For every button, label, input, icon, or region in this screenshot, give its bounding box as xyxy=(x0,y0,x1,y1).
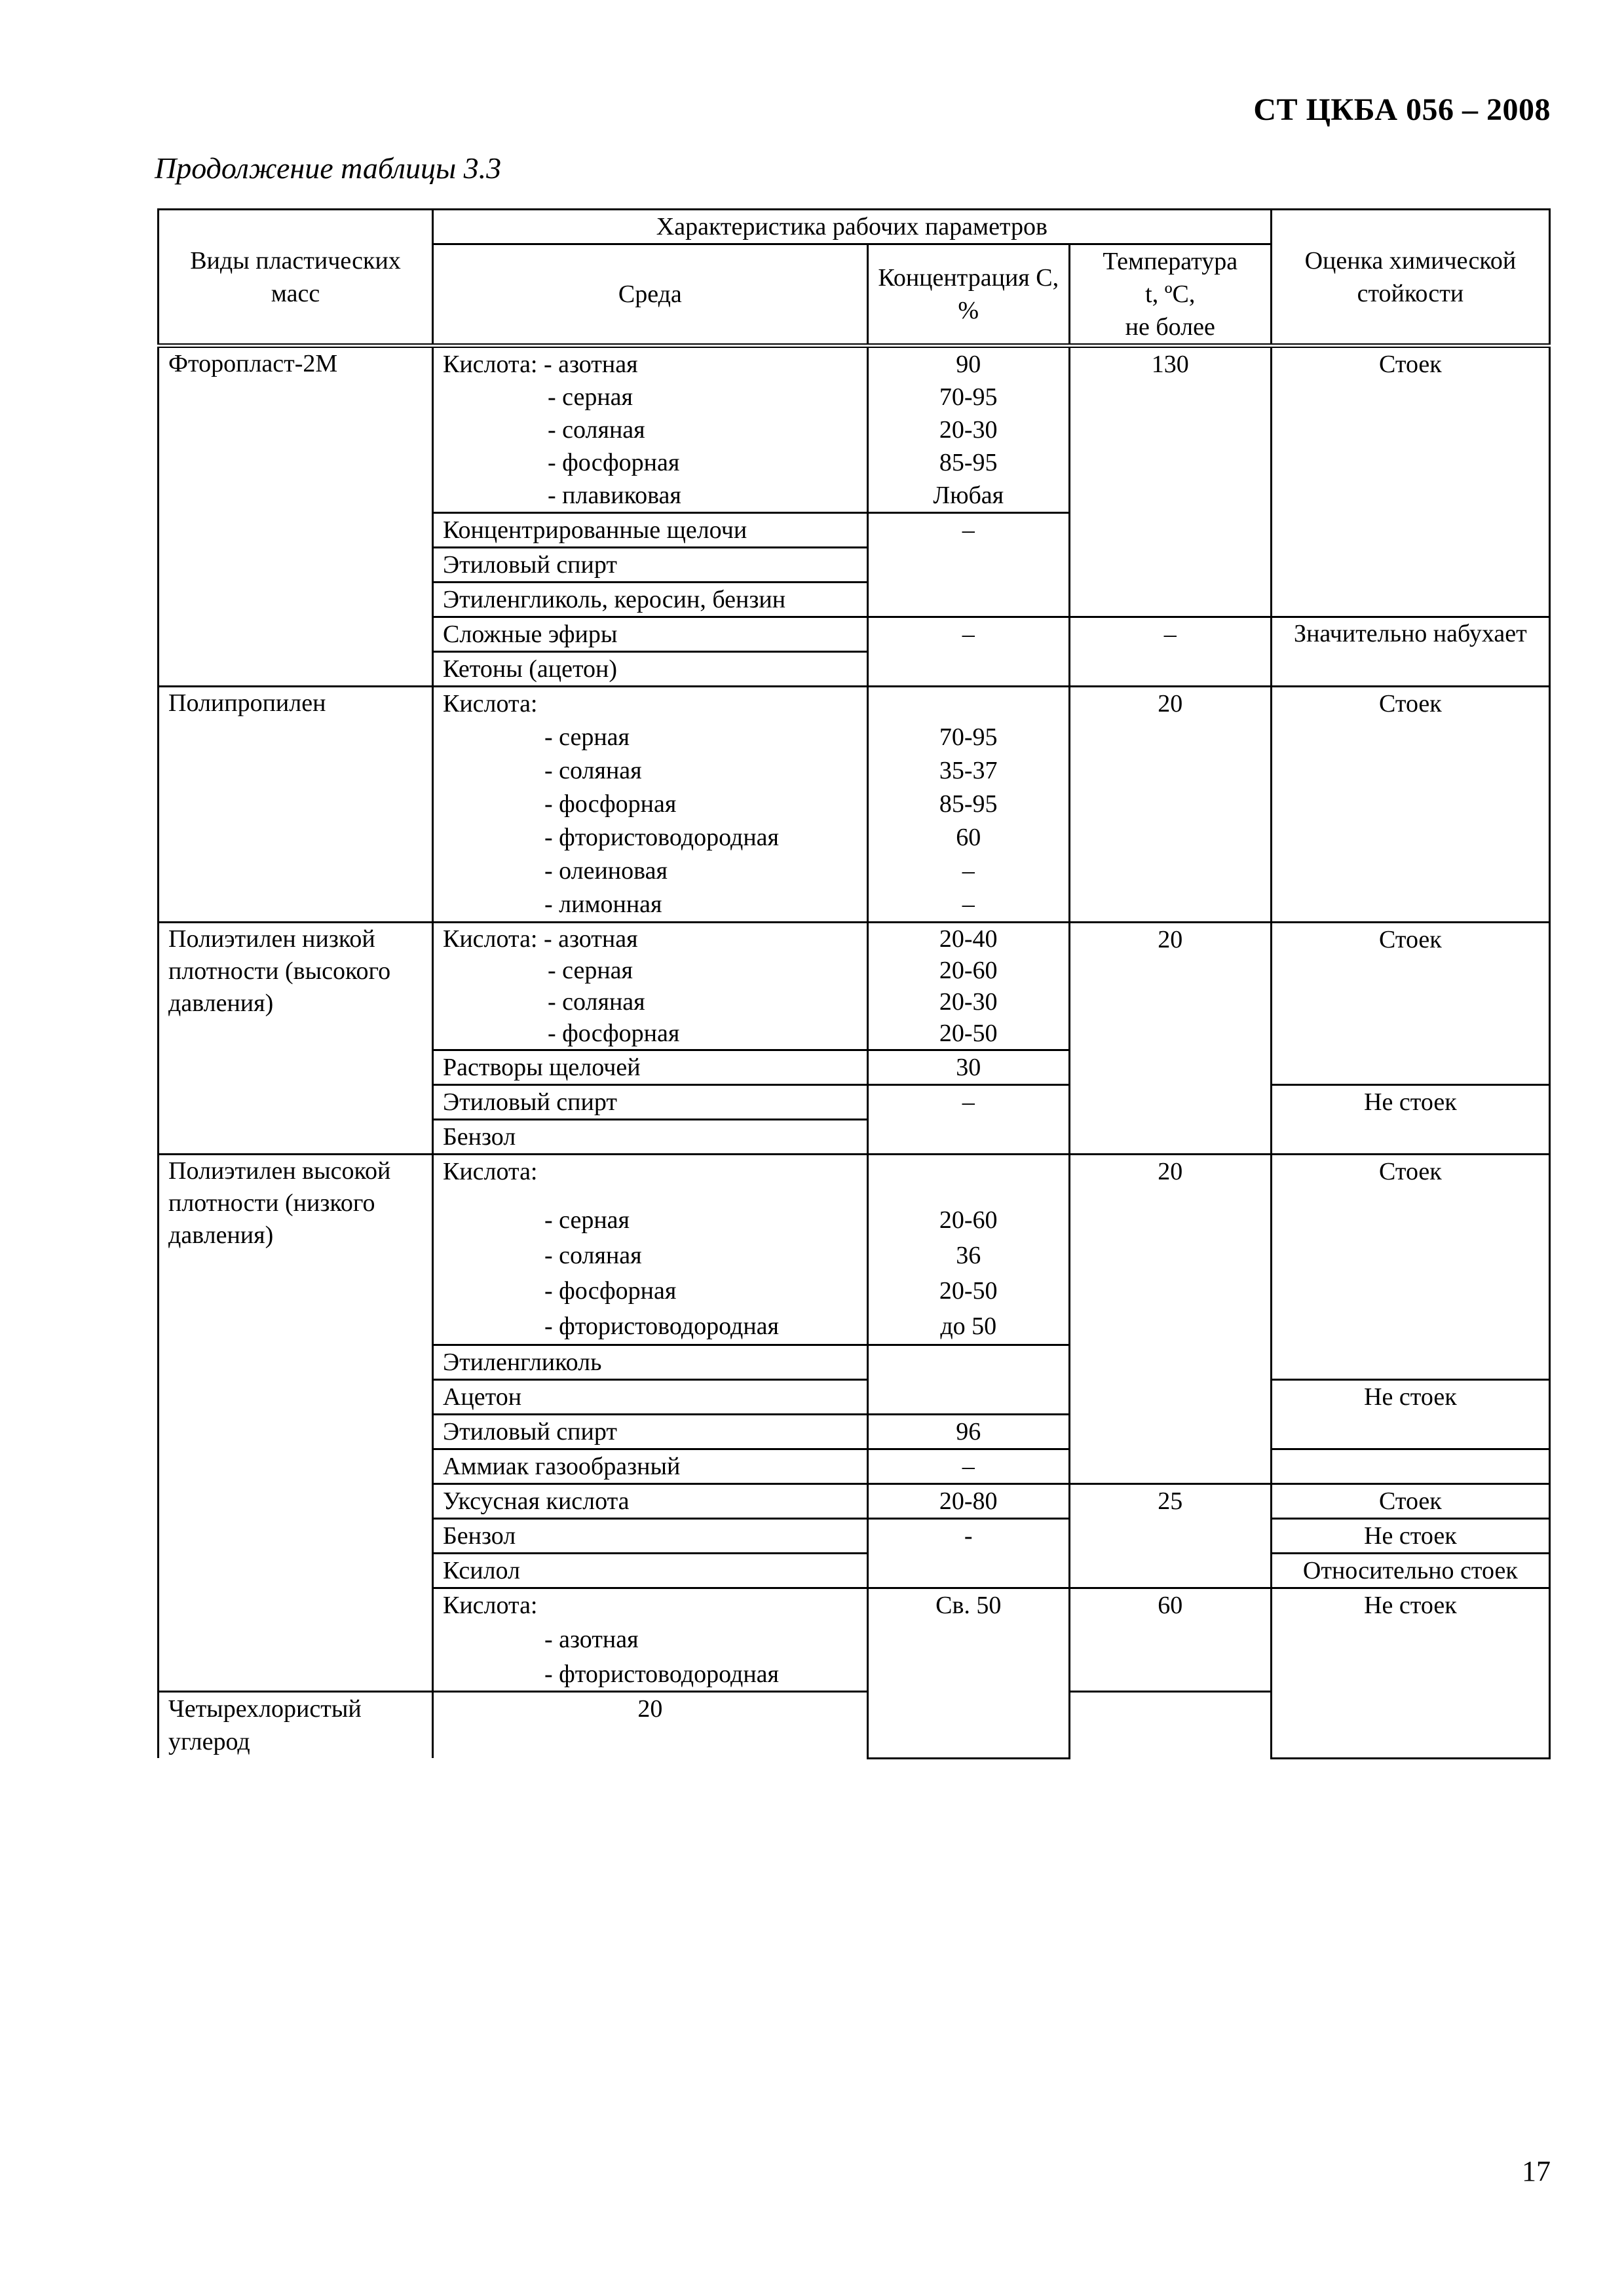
temperature-cell: 130 xyxy=(1069,346,1271,617)
acid-item: - олеиновая xyxy=(544,857,668,885)
concentration-value: – xyxy=(962,857,975,885)
evaluation-cell: Значительно набухает xyxy=(1271,617,1549,687)
evaluation-cell xyxy=(1271,1449,1549,1484)
evaluation-cell: Стоек xyxy=(1271,687,1549,923)
temperature-cell: 25 xyxy=(1069,1484,1271,1588)
evaluation-cell: Стоек xyxy=(1271,923,1549,1085)
medium-cell: Сложные эфиры xyxy=(432,617,867,652)
concentration-value: 20-30 xyxy=(939,416,998,444)
concentration-cell: – xyxy=(867,617,1069,687)
medium-cell: Аммиак газообразный xyxy=(432,1449,867,1484)
acid-item: - серная xyxy=(544,723,630,751)
acid-item: - фосфорная xyxy=(544,790,677,818)
medium-cell xyxy=(432,1588,867,1692)
medium-cell: Четырехлористый углерод xyxy=(159,1692,433,1759)
header-temperature xyxy=(1069,244,1271,346)
medium-cell xyxy=(432,1155,867,1345)
table-row xyxy=(159,346,1550,513)
medium-cell: Этиловый спирт xyxy=(432,1085,867,1120)
header-medium: Среда xyxy=(432,244,867,346)
acid-item: - плавиковая xyxy=(547,482,681,509)
concentration-value: 20-60 xyxy=(939,957,998,984)
evaluation-cell: Не стоек xyxy=(1271,1085,1549,1155)
concentration-cell: 20-80 xyxy=(867,1484,1069,1519)
medium-cell: Растворы щелочей xyxy=(432,1050,867,1085)
evaluation-cell: Не стоек xyxy=(1271,1380,1549,1449)
acid-item: - фосфорная xyxy=(547,1020,680,1047)
acid-heading: Кислота: xyxy=(442,1592,538,1619)
header-temperature-line3: не более xyxy=(1125,313,1215,341)
concentration-cell: 30 xyxy=(867,1050,1069,1085)
table-row xyxy=(159,923,1550,1050)
concentration-value: 85-95 xyxy=(939,449,998,476)
concentration-cell: - xyxy=(867,1519,1069,1588)
table-caption: Продолжение таблицы 3.3 xyxy=(155,151,502,185)
temperature-cell: 20 xyxy=(1069,923,1271,1155)
header-temperature-line1: Температура xyxy=(1103,248,1238,275)
acid-item: - фосфорная xyxy=(544,1277,677,1305)
acid-item: - фтористоводородная xyxy=(544,824,780,851)
temperature-cell: – xyxy=(1069,617,1271,687)
table-row xyxy=(159,687,1550,923)
acid-heading: Кислота: xyxy=(442,690,538,718)
header-concentration: Концентрация С, % xyxy=(867,244,1069,346)
medium-cell: Этиловый спирт xyxy=(432,1415,867,1449)
temperature-cell: 20 xyxy=(1069,687,1271,923)
medium-cell: Ацетон xyxy=(432,1380,867,1415)
temperature-cell: 60 xyxy=(1069,1588,1271,1692)
header-plastic-type: Виды пластических масс xyxy=(159,210,433,346)
concentration-value: 70-95 xyxy=(939,723,998,751)
header-evaluation: Оценка химической стойкости xyxy=(1271,210,1549,346)
temperature-cell: 20 xyxy=(1069,1155,1271,1484)
medium-cell: Этиленгликоль xyxy=(432,1345,867,1380)
medium-cell: Кетоны (ацетон) xyxy=(432,652,867,687)
header-temperature-line2: t, ºС, xyxy=(1145,280,1196,308)
medium-cell xyxy=(432,923,867,1050)
concentration-cell: – xyxy=(867,1449,1069,1484)
medium-cell: Бензол xyxy=(432,1519,867,1554)
acid-item: - соляная xyxy=(544,757,642,784)
acid-item: - фтористоводородная xyxy=(544,1660,780,1688)
concentration-cell xyxy=(867,1345,1069,1415)
medium-cell: Бензол xyxy=(432,1120,867,1155)
acid-item: - фосфорная xyxy=(547,449,680,476)
plastic-name: Полиэтилен высокой плотности (низкого давления) xyxy=(159,1155,433,1692)
concentration-value: – xyxy=(962,890,975,918)
concentration-cell xyxy=(867,1155,1069,1345)
acid-item: - серная xyxy=(547,383,633,411)
acid-item: - соляная xyxy=(547,416,645,444)
acid-item: - соляная xyxy=(544,1242,642,1269)
concentration-value: 20-40 xyxy=(939,925,998,953)
acid-heading: Кислота: - азотная xyxy=(442,351,638,378)
acid-heading: Кислота: xyxy=(442,1158,538,1185)
header-working-params: Характеристика рабочих параметров xyxy=(432,210,1271,244)
concentration-cell: 96 xyxy=(867,1415,1069,1449)
medium-cell: Уксусная кислота xyxy=(432,1484,867,1519)
document-code: СТ ЦКБА 056 – 2008 xyxy=(1253,92,1551,127)
concentration-value: 85-95 xyxy=(939,790,998,818)
concentration-cell: – xyxy=(867,1085,1069,1155)
plastic-name: Фторопласт-2М xyxy=(159,346,433,687)
page-number: 17 xyxy=(1522,2155,1551,2187)
concentration-value: Любая xyxy=(933,482,1004,509)
chemical-resistance-table xyxy=(157,208,1551,1759)
acid-item: - азотная xyxy=(544,1626,639,1653)
acid-item: - серная xyxy=(547,957,633,984)
table-row xyxy=(159,1155,1550,1345)
evaluation-cell: Не стоек xyxy=(1271,1588,1549,1759)
concentration-cell: – xyxy=(867,513,1069,617)
medium-cell: Этиленгликоль, керосин, бензин xyxy=(432,583,867,617)
concentration-cell xyxy=(867,346,1069,513)
concentration-value: до 50 xyxy=(940,1312,997,1340)
medium-cell xyxy=(432,346,867,513)
acid-item: - фтористоводородная xyxy=(544,1312,780,1340)
concentration-value: 70-95 xyxy=(939,383,998,411)
concentration-value: 20-50 xyxy=(939,1277,998,1305)
concentration-value: 20-50 xyxy=(939,1020,998,1047)
medium-cell xyxy=(432,687,867,923)
plastic-name: Полиэтилен низкой плотности (высокого давления) xyxy=(159,923,433,1155)
concentration-value: 36 xyxy=(956,1242,981,1269)
evaluation-cell: Относительно стоек xyxy=(1271,1554,1549,1588)
concentration-value: 60 xyxy=(956,824,981,851)
acid-item: - лимонная xyxy=(544,890,662,918)
concentration-value: 20-60 xyxy=(939,1206,998,1234)
medium-cell: Концентрированные щелочи xyxy=(432,513,867,548)
evaluation-cell: Стоек xyxy=(1271,1484,1549,1519)
evaluation-cell: Стоек xyxy=(1271,346,1549,617)
acid-item: - серная xyxy=(544,1206,630,1234)
concentration-cell xyxy=(867,923,1069,1050)
concentration-cell xyxy=(867,687,1069,923)
temperature-cell: 20 xyxy=(432,1692,867,1759)
acid-item: - соляная xyxy=(547,988,645,1016)
acid-heading: Кислота: - азотная xyxy=(442,925,638,953)
concentration-value: 90 xyxy=(956,351,981,378)
evaluation-cell: Не стоек xyxy=(1271,1519,1549,1554)
concentration-value: 20-30 xyxy=(939,988,998,1016)
medium-cell: Ксилол xyxy=(432,1554,867,1588)
evaluation-cell: Стоек xyxy=(1271,1155,1549,1380)
concentration-cell: Св. 50 xyxy=(867,1588,1069,1759)
plastic-name: Полипропилен xyxy=(159,687,433,923)
concentration-value: 35-37 xyxy=(939,757,998,784)
medium-cell: Этиловый спирт xyxy=(432,548,867,583)
